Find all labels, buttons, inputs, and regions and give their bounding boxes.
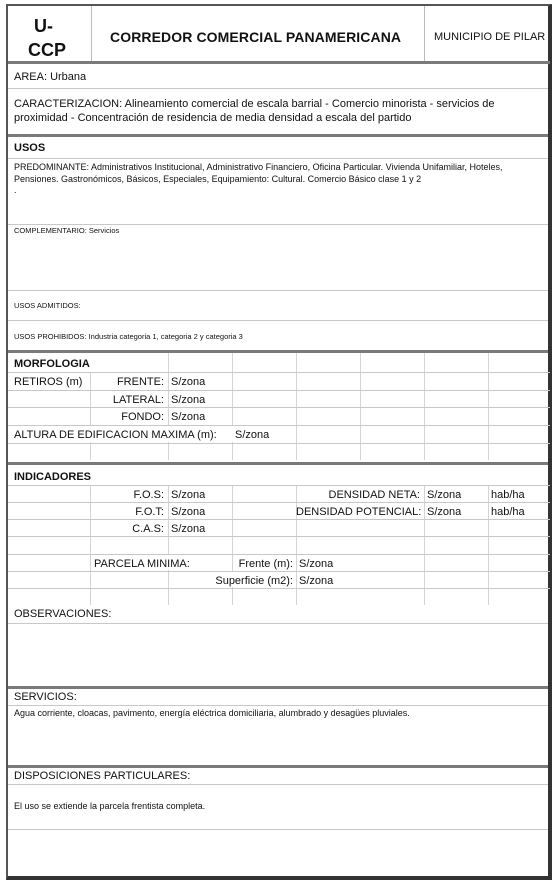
frente-value: S/zona xyxy=(171,376,206,388)
fot-value: S/zona xyxy=(171,506,206,518)
parcela-minima-label: PARCELA MINIMA: xyxy=(94,558,190,570)
servicios-text: Agua corriente, cloacas, pavimento, energía eléctrica domiciliaria, alumbrado y desagües pluviales. xyxy=(14,708,410,718)
usos-admitidos: USOS ADMITIDOS: xyxy=(14,301,81,310)
fondo-value: S/zona xyxy=(171,411,206,423)
observaciones-heading: OBSERVACIONES: xyxy=(14,608,112,620)
densidad-potencial-label: DENSIDAD POTENCIAL: xyxy=(296,506,422,518)
usos-heading: USOS xyxy=(14,142,46,154)
morfologia-heading: MORFOLOGIA xyxy=(14,358,90,370)
densidad-neta-value: S/zona xyxy=(427,489,462,501)
usos-prohibidos: USOS PROHIBIDOS: Industria categoria 1, categoria 2 y categoria 3 xyxy=(14,332,243,341)
servicios-heading: SERVICIOS: xyxy=(14,691,77,703)
usos-predominante: PREDOMINANTE: Administrativos Institucional, Administrativo Financiero, Oficina Particular. Vivienda Unifamiliar, Hoteles, Pensiones. Gastronómicos, Básicos, Especiales, Equipamiento: Cultural. Comercio Básico clase 1 y 2 xyxy=(14,162,503,184)
zoning-sheet xyxy=(6,4,552,880)
densidad-potencial-unit: hab/ha xyxy=(491,506,525,518)
morfologia-section xyxy=(8,353,550,461)
municipio: MUNICIPIO DE PILAR xyxy=(434,31,546,43)
parcela-frente-value: S/zona xyxy=(299,558,334,570)
fot-label: F.O.T: xyxy=(135,506,164,518)
zone-code-line2: CCP xyxy=(28,40,67,60)
caracterizacion: CARACTERIZACION: Alineamiento comercial de escala barrial - Comercio minorista - servicios de proximidad - Concentración de residencia de media densidad a escala del partido xyxy=(14,98,495,124)
municipio-box xyxy=(424,6,425,61)
lateral-label: LATERAL: xyxy=(112,394,164,406)
disposiciones-heading: DISPOSICIONES PARTICULARES: xyxy=(14,770,191,782)
indicadores-section xyxy=(8,465,550,605)
indicadores-heading: INDICADORES xyxy=(14,471,92,483)
fos-value: S/zona xyxy=(171,489,206,501)
retiros-label: RETIROS (m) xyxy=(14,376,83,388)
disposiciones-text: El uso se extiende la parcela frentista completa. xyxy=(14,801,206,811)
densidad-potencial-value: S/zona xyxy=(427,506,462,518)
fondo-label: FONDO: xyxy=(121,411,164,423)
densidad-neta-label: DENSIDAD NETA: xyxy=(328,489,420,501)
usos-predominante-extra: . xyxy=(14,185,17,195)
densidad-neta-unit: hab/ha xyxy=(491,489,525,501)
altura-label: ALTURA DE EDIFICACION MAXIMA (m): xyxy=(14,429,217,441)
zone-code-box xyxy=(8,6,92,61)
altura-value: S/zona xyxy=(235,429,270,441)
header xyxy=(8,6,550,64)
lateral-value: S/zona xyxy=(171,394,206,406)
page-title: CORREDOR COMERCIAL PANAMERICANA xyxy=(110,29,402,45)
parcela-superficie-value: S/zona xyxy=(299,575,334,587)
area: AREA: Urbana xyxy=(14,71,87,83)
fos-label: F.O.S: xyxy=(133,489,164,501)
frente-label: FRENTE: xyxy=(116,376,164,388)
zone-code-line1: U- xyxy=(34,16,53,36)
cas-label: C.A.S: xyxy=(132,523,164,535)
parcela-superficie-label: Superficie (m2): xyxy=(215,575,293,587)
parcela-frente-label: Frente (m): xyxy=(238,558,293,570)
usos-complementario: COMPLEMENTARIO: Servicios xyxy=(14,226,120,235)
cas-value: S/zona xyxy=(171,523,206,535)
